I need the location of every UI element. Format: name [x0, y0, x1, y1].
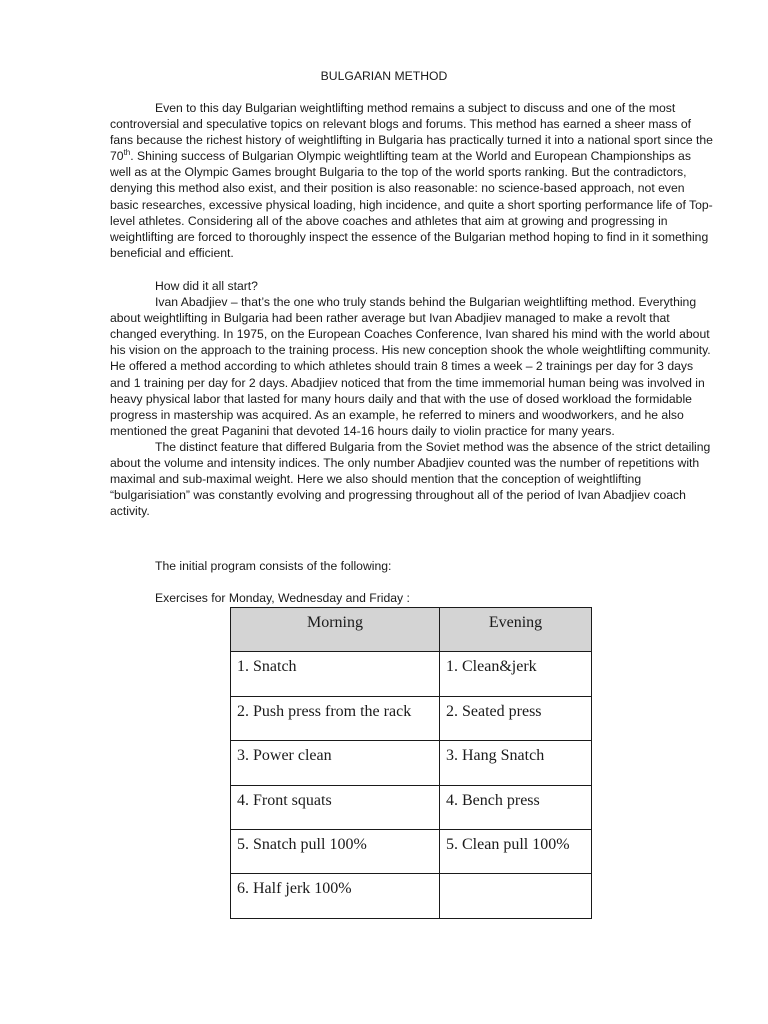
table-row [231, 741, 592, 785]
intro-text-part1: Even to this day Bulgarian weightlifting method remains a subject to discuss and one of the most controversial and speculative topics on relevant blogs and forums. This method has earned a sheer mass of fans because the richest history of weightlifting in Bulgaria has practically turned it into a national sport since the 70 [110, 101, 713, 164]
header-morning: Morning [231, 608, 440, 652]
exercise-table [230, 607, 592, 919]
morning-cell: 4. Front squats [231, 785, 440, 829]
morning-cell: 2. Push press from the rack [231, 696, 440, 740]
evening-cell: 1. Clean&jerk [440, 652, 592, 696]
exercises-label-block [110, 590, 714, 606]
history-section [110, 278, 714, 519]
document-title: BULGARIAN METHOD [320, 69, 448, 83]
evening-cell: 3. Hang Snatch [440, 741, 592, 785]
exercises-label: Exercises for Monday, Wednesday and Friday : [155, 591, 410, 605]
morning-cell: 5. Snatch pull 100% [231, 829, 440, 873]
intro-paragraph [110, 100, 714, 261]
soviet-comparison-paragraph: The distinct feature that differed Bulgaria from the Soviet method was the absence of the strict detailing about the volume and intensity indices. The only number Abadjiev counted was the number of repetitions with maximal and sub-maximal weight. Here we also should mention that the conception of weightlifting “bulgarisiation” was constantly evolving and progressing throughout all of the period of Ivan Abadjiev coach activity. [110, 439, 711, 519]
abadjiev-paragraph: Ivan Abadjiev – that’s the one who truly stands behind the Bulgarian weightlifting method. Everything about weightlifting in Bulgaria had been rather average but Ivan Abadjiev managed to make a revolt that changed everything. In 1975, on the European Coaches Conference, Ivan shared his mind with the world about his vision on the approach to the training process. His new conception shook the whole weightlifting community. He offered a method according to which athletes should train 8 times a week – 2 trainings per day for 3 days and 1 training per day for 2 days. Abadjiev noticed that from the time immemorial human being was involved in heavy physical labor that lasted for many hours daily and that with the use of dosed workload the formidable progress in mastership was acquired. As an example, he referred to miners and woodworkers, and he also mentioned the great Paganini that devoted 14-16 hours daily to violin practice for many years. [110, 295, 711, 438]
table-header-row [231, 608, 592, 652]
intro-section [110, 100, 714, 261]
program-intro [110, 558, 714, 574]
evening-cell [440, 874, 592, 918]
section-question: How did it all start? [155, 279, 258, 293]
table-row [231, 652, 592, 696]
table-row [231, 696, 592, 740]
header-evening: Evening [440, 608, 592, 652]
morning-cell: 6. Half jerk 100% [231, 874, 440, 918]
table-row [231, 874, 592, 918]
ordinal-superscript: th [123, 148, 131, 158]
table-row [231, 829, 592, 873]
table-row [231, 785, 592, 829]
evening-cell: 4. Bench press [440, 785, 592, 829]
evening-cell: 5. Clean pull 100% [440, 829, 592, 873]
program-intro-text: The initial program consists of the following: [155, 559, 392, 573]
evening-cell: 2. Seated press [440, 696, 592, 740]
morning-cell: 1. Snatch [231, 652, 440, 696]
intro-text-part2: . Shining success of Bulgarian Olympic weightlifting team at the World and European Championships as well as at the Olympic Games brought Bulgaria to the top of the world sports ranking. But the contradictors, denying this method also exist, and their position is also reasonable: no science-based approach, not even basic researches, excessive physical loading, high incidence, and quite a short sporting performance life of Top-level athletes. Considering all of the above coaches and athletes that aim at growing and progressing in weightlifting are forced to thoroughly inspect the essence of the Bulgarian method hoping to find in it something beneficial and efficient. [110, 149, 713, 260]
morning-cell: 3. Power clean [231, 741, 440, 785]
